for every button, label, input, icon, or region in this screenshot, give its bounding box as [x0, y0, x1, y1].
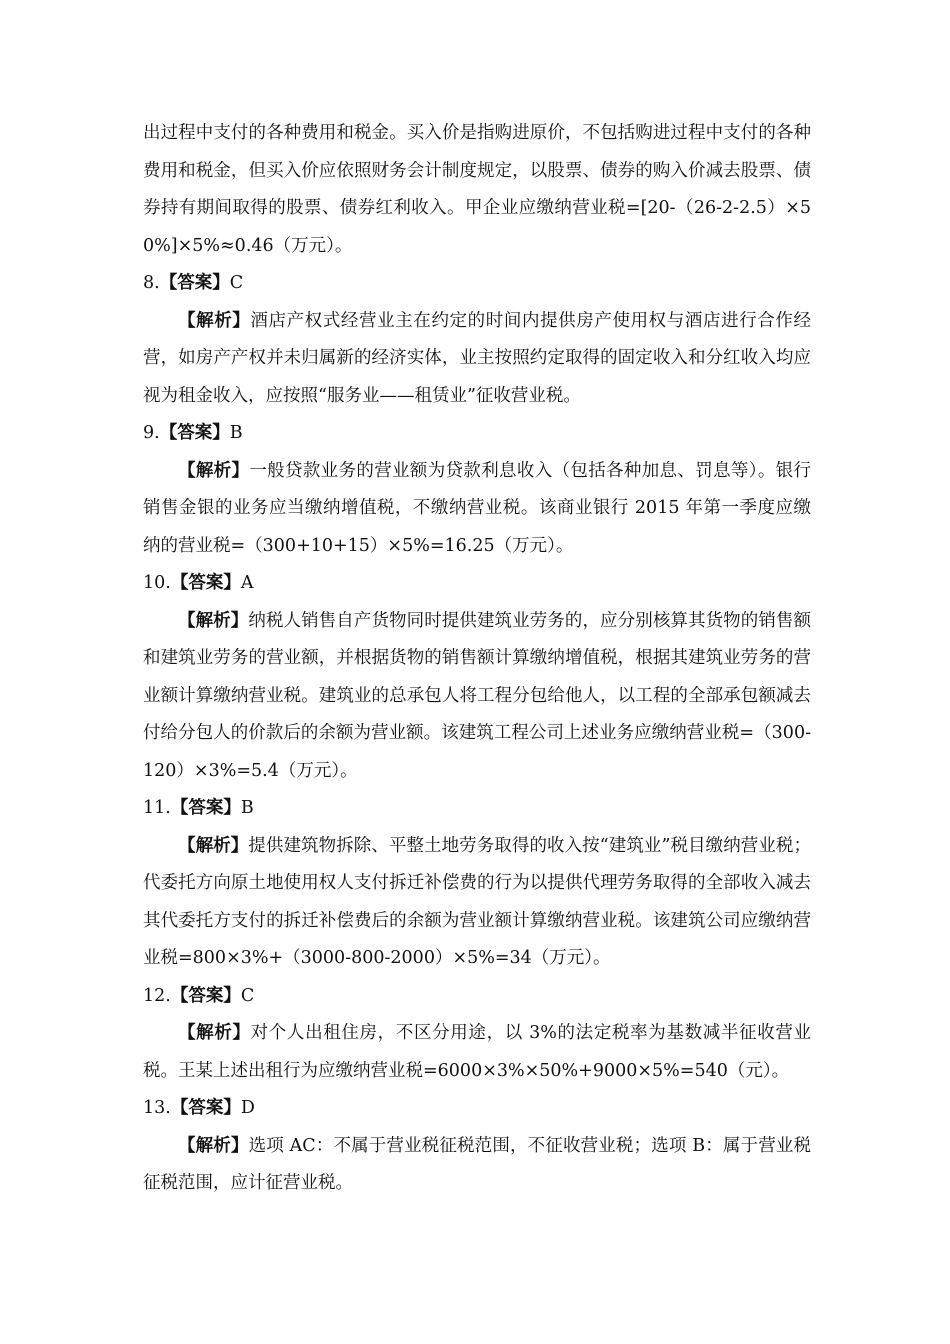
answer-value: D	[240, 1098, 255, 1118]
analysis-text: 酒店产权式经营业主在约定的时间内提供房产使用权与酒店进行合作经营，如房产产权并未归属新的经济实体，业主按照约定取得的固定收入和分红收入均应视为租金收入，应按照“服务业——租赁业”征收营业税。	[143, 310, 812, 406]
analysis-text: 对个人出租住房，不区分用途，以 3%的法定税率为基数减半征收营业税。王某上述出租行为应缴纳营业税=6000×3%×50%+9000×5%=540（元）。	[143, 1023, 811, 1081]
question-number: 12.	[143, 985, 171, 1006]
answer-line-10	[143, 565, 811, 603]
answer-line-13	[143, 1090, 811, 1128]
question-number: 10.	[143, 573, 171, 593]
analysis-text: 提供建筑物拆除、平整土地劳务取得的收入按“建筑业”税目缴纳营业税；代委托方向原土地使用权人支付拆迁补偿费的行为以提供代理劳务取得的全部收入减去其代委托方支付的拆迁补偿费后的余额为营业额计算缴纳营业税。该建筑公司应缴纳营业税=800×3%+（3000-800-2000）×5%=34（万元）。	[143, 835, 811, 968]
answer-value: B	[229, 423, 243, 443]
analysis-label: 【解析】	[178, 310, 251, 331]
analysis-paragraph-9	[143, 453, 811, 566]
answer-label: 【答案】	[170, 1098, 241, 1118]
answer-value: C	[229, 273, 244, 293]
answer-value: B	[240, 798, 254, 818]
question-number: 8.	[143, 273, 160, 293]
analysis-paragraph-12	[143, 1015, 811, 1090]
analysis-paragraph-11	[143, 828, 811, 978]
answer-label: 【答案】	[159, 273, 230, 293]
answer-label: 【答案】	[170, 985, 241, 1006]
answer-label: 【答案】	[159, 423, 230, 443]
answer-value: A	[240, 573, 254, 593]
analysis-text: 纳税人销售自产货物同时提供建筑业劳务的，应分别核算其货物的销售额和建筑业劳务的营业额，并根据货物的销售额计算缴纳增值税，根据其建筑业劳务的营业额计算缴纳营业税。建筑业的总承包人将工程分包给他人，以工程的全部承包额减去付给分包人的价款后的余额为营业额。该建筑工程公司上述业务应缴纳营业税=（300-120）×3%=5.4（万元）。	[143, 610, 811, 781]
answer-line-11	[143, 790, 811, 828]
answer-line-9	[143, 415, 811, 453]
analysis-text: 一般贷款业务的营业额为贷款利息收入（包括各种加息、罚息等）。银行销售金银的业务应当缴纳增值税，不缴纳营业税。该商业银行 2015 年第一季度应缴纳的营业税=（300+10+15）×5%=16.25（万元）。	[143, 460, 811, 556]
answer-value: C	[240, 985, 255, 1006]
analysis-text: 选项 AC：不属于营业税征税范围，不征收营业税；选项 B：属于营业税征税范围，应计征营业税。	[143, 1135, 811, 1193]
question-number: 9.	[143, 423, 160, 443]
analysis-label: 【解析】	[178, 610, 249, 631]
answer-label: 【答案】	[170, 798, 241, 818]
analysis-label: 【解析】	[178, 835, 249, 856]
answer-line-8	[143, 265, 811, 303]
answer-label: 【答案】	[170, 573, 241, 593]
question-number: 13.	[143, 1098, 171, 1118]
analysis-paragraph-13	[143, 1128, 811, 1203]
answer-line-12	[143, 978, 811, 1016]
question-number: 11.	[143, 798, 171, 818]
document-body	[143, 115, 811, 1203]
analysis-label: 【解析】	[178, 460, 250, 481]
analysis-paragraph-8	[143, 303, 811, 416]
analysis-label: 【解析】	[178, 1135, 249, 1156]
intro-paragraph: 出过程中支付的各种费用和税金。买入价是指购进原价，不包括购进过程中支付的各种费用和税金，但买入价应依照财务会计制度规定，以股票、债券的购入价减去股票、债券持有期间取得的股票、债券红利收入。甲企业应缴纳营业税=[20-（26-2-2.5）×50%]×5%≈0.46（万元）。	[143, 123, 811, 256]
analysis-label: 【解析】	[178, 1023, 251, 1043]
analysis-paragraph-10	[143, 603, 811, 791]
